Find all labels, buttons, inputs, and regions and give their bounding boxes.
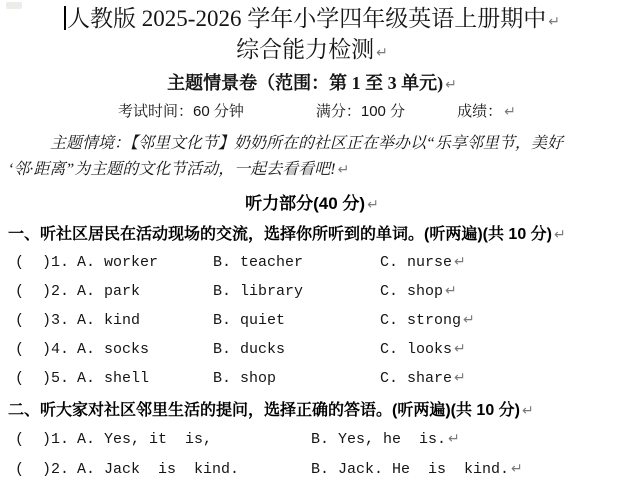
option-c-cell bbox=[380, 370, 624, 387]
question-row bbox=[0, 364, 624, 393]
answer-blank[interactable]: ( )2. bbox=[15, 460, 70, 478]
option-c: C. share bbox=[380, 370, 453, 387]
paragraph-return-mark: ↵ bbox=[454, 254, 466, 270]
exam-title-line1 bbox=[0, 5, 624, 36]
full-score-label: 满分：100 分 bbox=[315, 103, 406, 120]
option-a: A. shell bbox=[77, 370, 150, 387]
scan-smudge-artifact bbox=[6, 2, 22, 9]
listening-part-header bbox=[0, 192, 624, 217]
option-a: A. kind bbox=[77, 312, 141, 329]
exam-time-label: 考试时间：60 分钟 bbox=[118, 103, 244, 120]
exam-info-row bbox=[0, 101, 624, 123]
paragraph-return-mark: ↵ bbox=[337, 162, 350, 178]
option-b: B. teacher bbox=[213, 254, 304, 271]
exam-title-line2 bbox=[0, 36, 624, 67]
option-b-cell bbox=[311, 461, 624, 478]
text-cursor bbox=[64, 6, 66, 30]
theme-intro-line1: 主题情境：【邻里文化节】奶奶所在的社区正在举办以“乐享邻里节，美好 bbox=[50, 135, 563, 152]
listening-part-header-text: 听力部分(40 分) bbox=[245, 194, 366, 213]
paragraph-return-mark: ↵ bbox=[463, 312, 475, 328]
question-row bbox=[0, 277, 624, 306]
option-c-cell bbox=[380, 341, 624, 358]
exam-title-line1-text: 人教版 2025-2026 学年小学四年级英语上册期中 bbox=[67, 6, 547, 31]
option-a: A. worker bbox=[77, 254, 159, 271]
option-c-cell bbox=[380, 254, 624, 271]
option-c-cell bbox=[380, 312, 624, 329]
theme-intro-line2-text: ‘邻·距离”为主题的文化节活动，一起去看看吧! bbox=[8, 161, 336, 178]
answer-blank[interactable]: ( )1. bbox=[15, 430, 70, 448]
option-b: B. shop bbox=[213, 370, 277, 387]
score-label: 成绩： bbox=[457, 103, 503, 120]
paragraph-return-mark: ↵ bbox=[448, 430, 460, 447]
question-row bbox=[0, 454, 624, 478]
theme-intro-paragraph bbox=[0, 131, 624, 183]
exam-subtitle-text: 主题情景卷（范围：第 1 至 3 单元) bbox=[167, 73, 444, 93]
answer-blank[interactable]: ( )3. bbox=[15, 312, 70, 329]
option-c: C. strong bbox=[380, 312, 462, 329]
option-c: C. looks bbox=[380, 341, 453, 358]
option-b: B. Yes, he is. bbox=[311, 430, 447, 448]
question-row bbox=[0, 306, 624, 335]
option-b: B. quiet bbox=[213, 312, 286, 329]
option-a: A. Jack is kind. bbox=[77, 460, 240, 478]
option-c: C. nurse bbox=[380, 254, 453, 271]
paragraph-return-mark: ↵ bbox=[367, 197, 379, 213]
option-a: A. Yes, it is, bbox=[77, 430, 213, 448]
paragraph-return-mark: ↵ bbox=[445, 77, 457, 93]
exam-title-line2-text: 综合能力检测 bbox=[236, 37, 375, 62]
exam-subtitle bbox=[0, 70, 624, 98]
paragraph-return-mark: ↵ bbox=[554, 227, 566, 243]
option-c-cell bbox=[380, 283, 624, 300]
question-row bbox=[0, 335, 624, 364]
option-a: A. socks bbox=[77, 341, 150, 358]
paragraph-return-mark: ↵ bbox=[445, 283, 457, 299]
paragraph-return-mark: ↵ bbox=[548, 14, 560, 30]
option-b: B. ducks bbox=[213, 341, 286, 358]
section1-header bbox=[0, 222, 624, 248]
answer-blank[interactable]: ( )1. bbox=[15, 254, 70, 271]
paragraph-return-mark: ↵ bbox=[522, 403, 534, 419]
answer-blank[interactable]: ( )4. bbox=[15, 341, 70, 358]
section2-header-text: 二、听大家对社区邻里生活的提问，选择正确的答语。(听两遍)(共 10 分) bbox=[8, 402, 521, 419]
option-c: C. shop bbox=[380, 283, 444, 300]
question-row bbox=[0, 248, 624, 277]
paragraph-return-mark: ↵ bbox=[511, 460, 523, 477]
option-b-cell bbox=[311, 431, 624, 448]
option-b: B. library bbox=[213, 283, 304, 300]
section1-header-text: 一、听社区居民在活动现场的交流，选择你所听到的单词。(听两遍)(共 10 分) bbox=[8, 226, 553, 243]
paragraph-return-mark: ↵ bbox=[454, 370, 466, 386]
option-a: A. park bbox=[77, 283, 141, 300]
answer-blank[interactable]: ( )5. bbox=[15, 370, 70, 387]
paragraph-return-mark: ↵ bbox=[454, 341, 466, 357]
paragraph-return-mark: ↵ bbox=[376, 45, 388, 61]
section2-header bbox=[0, 398, 624, 424]
question-row bbox=[0, 424, 624, 454]
answer-blank[interactable]: ( )2. bbox=[15, 283, 70, 300]
option-b: B. Jack. He is kind. bbox=[311, 460, 510, 478]
theme-intro-line2 bbox=[8, 157, 616, 183]
paragraph-return-mark: ↵ bbox=[504, 104, 516, 120]
